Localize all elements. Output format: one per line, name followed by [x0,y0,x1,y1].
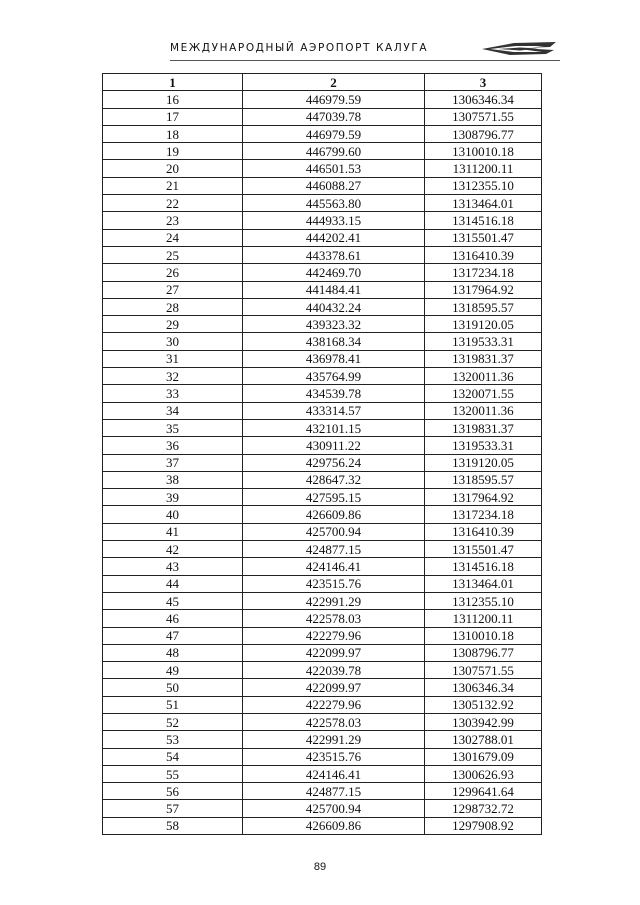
table-cell-col2: 425700.94 [243,800,425,817]
table-row [103,662,542,679]
table-row [103,817,542,834]
table-cell-col3: 1313464.01 [425,575,542,592]
table-cell-col2: 441484.41 [243,281,425,298]
table-cell-col3: 1314516.18 [425,558,542,575]
table-cell-col3: 1319831.37 [425,419,542,436]
table-cell-col3: 1311200.11 [425,160,542,177]
table-cell-col1: 42 [103,541,243,558]
table-cell-col2: 422991.29 [243,592,425,609]
table-cell-col1: 21 [103,177,243,194]
table-cell-col3: 1307571.55 [425,108,542,125]
table-cell-col1: 50 [103,679,243,696]
table-cell-col3: 1297908.92 [425,817,542,834]
table-cell-col3: 1316410.39 [425,523,542,540]
table-cell-col1: 22 [103,195,243,212]
table-row [103,281,542,298]
table-cell-col1: 23 [103,212,243,229]
column-header-2: 2 [243,74,425,91]
table-cell-col3: 1318595.57 [425,298,542,315]
table-cell-col1: 32 [103,368,243,385]
table-cell-col2: 423515.76 [243,575,425,592]
table-cell-col2: 427595.15 [243,489,425,506]
header-rule [170,60,560,61]
table-cell-col2: 422039.78 [243,662,425,679]
table-cell-col2: 439323.32 [243,316,425,333]
table-row [103,177,542,194]
table-cell-col1: 30 [103,333,243,350]
table-cell-col1: 46 [103,610,243,627]
table-row [103,264,542,281]
table-row [103,489,542,506]
table-cell-col1: 29 [103,316,243,333]
table-cell-col3: 1308796.77 [425,644,542,661]
table-cell-col2: 423515.76 [243,748,425,765]
table-cell-col2: 422991.29 [243,731,425,748]
table-row [103,437,542,454]
table-cell-col3: 1300626.93 [425,765,542,782]
table-row [103,558,542,575]
table-cell-col2: 436978.41 [243,350,425,367]
table-cell-col3: 1313464.01 [425,195,542,212]
table-cell-col2: 444933.15 [243,212,425,229]
table-cell-col3: 1310010.18 [425,143,542,160]
table-cell-col2: 446501.53 [243,160,425,177]
table-cell-col1: 58 [103,817,243,834]
table-cell-col1: 31 [103,350,243,367]
table-cell-col3: 1298732.72 [425,800,542,817]
table-cell-col2: 428647.32 [243,471,425,488]
table-row [103,108,542,125]
table-cell-col1: 18 [103,125,243,142]
table-cell-col2: 433314.57 [243,402,425,419]
table-cell-col2: 424877.15 [243,783,425,800]
table-cell-col1: 56 [103,783,243,800]
table-cell-col3: 1319533.31 [425,333,542,350]
table-cell-col2: 440432.24 [243,298,425,315]
table-cell-col2: 442469.70 [243,264,425,281]
table-row [103,731,542,748]
column-header-3: 3 [425,74,542,91]
table-cell-col1: 51 [103,696,243,713]
table-cell-col2: 422578.03 [243,610,425,627]
table-row [103,350,542,367]
table-cell-col2: 438168.34 [243,333,425,350]
table-row [103,610,542,627]
table-cell-col1: 33 [103,385,243,402]
table-row [103,592,542,609]
table-cell-col3: 1320011.36 [425,368,542,385]
table-cell-col2: 426609.86 [243,817,425,834]
table-cell-col3: 1312355.10 [425,177,542,194]
table-row [103,627,542,644]
table-cell-col3: 1315501.47 [425,541,542,558]
table-cell-col3: 1308796.77 [425,125,542,142]
table-row [103,713,542,730]
table-cell-col3: 1312355.10 [425,592,542,609]
table-cell-col3: 1303942.99 [425,713,542,730]
table-cell-col3: 1319120.05 [425,454,542,471]
table-row [103,696,542,713]
table-cell-col3: 1307571.55 [425,662,542,679]
page-header [170,40,560,60]
table-cell-col3: 1317964.92 [425,489,542,506]
table-cell-col2: 424146.41 [243,765,425,782]
table-cell-col1: 40 [103,506,243,523]
table-cell-col1: 54 [103,748,243,765]
table-row [103,506,542,523]
table-cell-col3: 1318595.57 [425,471,542,488]
table-row [103,143,542,160]
table-cell-col1: 55 [103,765,243,782]
table-cell-col3: 1316410.39 [425,246,542,263]
table-cell-col3: 1320071.55 [425,385,542,402]
table-cell-col2: 446799.60 [243,143,425,160]
table-cell-col2: 422099.97 [243,679,425,696]
table-cell-col1: 47 [103,627,243,644]
table-cell-col3: 1302788.01 [425,731,542,748]
table-cell-col2: 446979.59 [243,125,425,142]
table-cell-col2: 444202.41 [243,229,425,246]
table-cell-col2: 432101.15 [243,419,425,436]
table-row [103,419,542,436]
table-cell-col1: 27 [103,281,243,298]
table-row [103,385,542,402]
table-row [103,368,542,385]
table-cell-col2: 422279.96 [243,696,425,713]
table-row [103,246,542,263]
table-cell-col1: 28 [103,298,243,315]
table-cell-col2: 445563.80 [243,195,425,212]
table-row [103,765,542,782]
table-row [103,333,542,350]
table-cell-col3: 1301679.09 [425,748,542,765]
table-row [103,316,542,333]
table-cell-col1: 34 [103,402,243,419]
table-cell-col2: 424877.15 [243,541,425,558]
table-cell-col2: 429756.24 [243,454,425,471]
table-cell-col1: 41 [103,523,243,540]
table-cell-col1: 20 [103,160,243,177]
airport-logo-icon [480,40,558,58]
table-cell-col1: 52 [103,713,243,730]
table-cell-col3: 1311200.11 [425,610,542,627]
table-cell-col1: 35 [103,419,243,436]
table-cell-col3: 1317964.92 [425,281,542,298]
table-cell-col3: 1305132.92 [425,696,542,713]
table-cell-col2: 430911.22 [243,437,425,454]
table-cell-col1: 48 [103,644,243,661]
table-cell-col1: 38 [103,471,243,488]
table-cell-col2: 446088.27 [243,177,425,194]
table-row [103,523,542,540]
table-cell-col2: 422578.03 [243,713,425,730]
table-row [103,800,542,817]
table-row [103,212,542,229]
table-cell-col3: 1310010.18 [425,627,542,644]
page-number: 89 [313,861,327,873]
table-cell-col1: 19 [103,143,243,160]
table-cell-col2: 447039.78 [243,108,425,125]
table-cell-col2: 446979.59 [243,91,425,108]
table-cell-col1: 16 [103,91,243,108]
table-row [103,541,542,558]
table-cell-col2: 435764.99 [243,368,425,385]
table-cell-col1: 45 [103,592,243,609]
table-cell-col1: 25 [103,246,243,263]
table-cell-col2: 426609.86 [243,506,425,523]
table-row [103,454,542,471]
table-row [103,679,542,696]
table-cell-col1: 37 [103,454,243,471]
table-cell-col1: 39 [103,489,243,506]
table-cell-col3: 1317234.18 [425,506,542,523]
table-cell-col3: 1317234.18 [425,264,542,281]
table-cell-col2: 443378.61 [243,246,425,263]
table-row [103,402,542,419]
column-header-1: 1 [103,74,243,91]
table-cell-col1: 43 [103,558,243,575]
table-cell-col3: 1320011.36 [425,402,542,419]
table-cell-col3: 1306346.34 [425,91,542,108]
table-row [103,471,542,488]
table-row [103,575,542,592]
table-cell-col3: 1319120.05 [425,316,542,333]
table-cell-col2: 424146.41 [243,558,425,575]
table-cell-col1: 26 [103,264,243,281]
table-row [103,125,542,142]
table-row [103,644,542,661]
coordinates-table [102,73,542,835]
table-cell-col2: 422279.96 [243,627,425,644]
table-row [103,91,542,108]
table-cell-col1: 53 [103,731,243,748]
table-cell-col1: 57 [103,800,243,817]
header-title: МЕЖДУНАРОДНЫЙ АЭРОПОРТ КАЛУГА [170,42,429,54]
table-cell-col2: 425700.94 [243,523,425,540]
table-cell-col3: 1299641.64 [425,783,542,800]
table-row [103,160,542,177]
table-cell-col3: 1314516.18 [425,212,542,229]
table-cell-col3: 1306346.34 [425,679,542,696]
table-cell-col2: 422099.97 [243,644,425,661]
table-cell-col1: 36 [103,437,243,454]
table-header-row [103,74,542,91]
table-row [103,783,542,800]
table-row [103,195,542,212]
table-cell-col3: 1319831.37 [425,350,542,367]
table-cell-col1: 17 [103,108,243,125]
table-body [103,91,542,835]
table-cell-col1: 49 [103,662,243,679]
table-cell-col1: 24 [103,229,243,246]
table-cell-col1: 44 [103,575,243,592]
table-cell-col3: 1315501.47 [425,229,542,246]
table-cell-col2: 434539.78 [243,385,425,402]
table-row [103,298,542,315]
table-row [103,748,542,765]
table-row [103,229,542,246]
table-cell-col3: 1319533.31 [425,437,542,454]
